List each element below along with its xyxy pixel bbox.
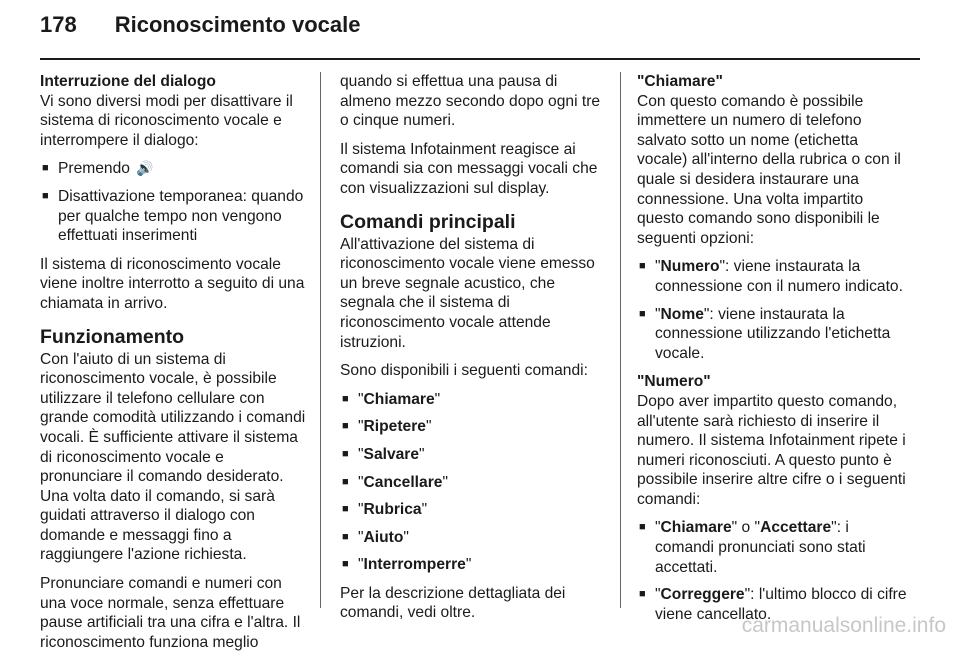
list-item: ■ "Nome": viene instaurata la connessione utilizzando l'etichetta vocale. (637, 305, 912, 364)
list-item: ■ "Correggere": l'ultimo blocco di cifre viene cancellato. (637, 585, 912, 624)
section-heading-funzionamento: Funzionamento (40, 325, 185, 348)
page-number: 178 (40, 12, 77, 37)
command-item: ■ "Rubrica" (340, 500, 612, 520)
list-item: ■ "Chiamare" o "Accettare": i comandi pronunciati sono stati accettati. (637, 518, 912, 577)
list-item: ■ Disattivazione temporanea: quando per qualche tempo non vengono effettuati inserimenti (40, 187, 310, 246)
command-list (637, 518, 912, 624)
paragraph: Per la descrizione dettagliata dei comandi, vedi oltre. (340, 584, 566, 622)
command-item: ■ "Salvare" (340, 445, 612, 465)
section-heading-chiamare: "Chiamare" (637, 73, 723, 90)
section-heading-numero: "Numero" (637, 373, 711, 391)
paragraph: Con questo comando è possibile immettere un numero di telefono salvato sotto un nome (etichetta vocale) all'interno della rubrica o con il quale si desidera instaurare una connessione. Una volta impartito questo comando sono disponibili le seguenti opzioni: (637, 92, 901, 247)
column-2 (340, 72, 612, 632)
section-heading-comandi: Comandi principali (340, 210, 516, 233)
list-item: ■ Premendo 🔊 (40, 159, 310, 179)
column-divider (320, 72, 321, 608)
paragraph: Il sistema di riconoscimento vocale viene inoltre interrotto a seguito di una chiamata in arrivo. (40, 255, 305, 312)
section-heading-interruzione: Interruzione del dialogo (40, 73, 216, 90)
command-item: ■ "Interromperre" (340, 555, 612, 575)
paragraph: All'attivazione del sistema di riconoscimento vocale viene emesso un breve segnale acustico, che segnala che il sistema di riconoscimento vocale attende istruzioni. (340, 235, 595, 351)
paragraph: Sono disponibili i seguenti comandi: (340, 362, 588, 380)
header-rule (40, 58, 920, 60)
column-1 (40, 72, 310, 661)
paragraph: Vi sono diversi modi per disattivare il sistema di riconoscimento vocale e interrompere il dialogo: (40, 92, 293, 149)
page-header (40, 12, 360, 52)
command-item: ■ "Chiamare" (340, 390, 612, 410)
command-item: ■ "Ripetere" (340, 417, 612, 437)
voice-control-icon: 🔊 (136, 160, 154, 177)
list-item: ■ "Numero": viene instaurata la connessione con il numero indicato. (637, 257, 912, 296)
paragraph: Dopo aver impartito questo comando, all'utente sarà richiesto di inserire il numero. Il sistema Infotainment ripete i numeri riconosciuti. A questo punto è possibile inserire altre cifre o i seguenti comandi: (637, 392, 906, 508)
paragraph: quando si effettua una pausa di almeno mezzo secondo dopo ogni tre o cinque numeri. (340, 73, 601, 130)
command-item: ■ "Cancellare" (340, 473, 612, 493)
page-title: Riconoscimento vocale (114, 12, 361, 37)
command-item: ■ "Aiuto" (340, 528, 612, 548)
column-3 (637, 72, 912, 633)
paragraph: Con l'aiuto di un sistema di riconoscimento vocale, è possibile utilizzare il telefono cellulare con grande comodità utilizzando i comandi vocali. È sufficiente attivare il sistema di riconoscimento vocale e pronunciare il comando desiderato. Una volta dato il comando, si sarà guidati attraverso il dialogo con domande e messaggi fino a raggiungere l'azione richiesta. (40, 350, 306, 564)
paragraph: Il sistema Infotainment reagisce ai comandi sia con messaggi vocali che con visualizzazioni sul display. (340, 140, 598, 197)
command-list (340, 390, 612, 575)
watermark: carmanualsonline.info (741, 614, 946, 637)
bullet-list (40, 159, 310, 245)
paragraph: Pronunciare comandi e numeri con una voce normale, senza effettuare pause artificiali tra una cifra e l'altra. Il riconoscimento funziona meglio (40, 575, 301, 651)
option-list (637, 257, 912, 363)
column-divider (620, 72, 621, 608)
